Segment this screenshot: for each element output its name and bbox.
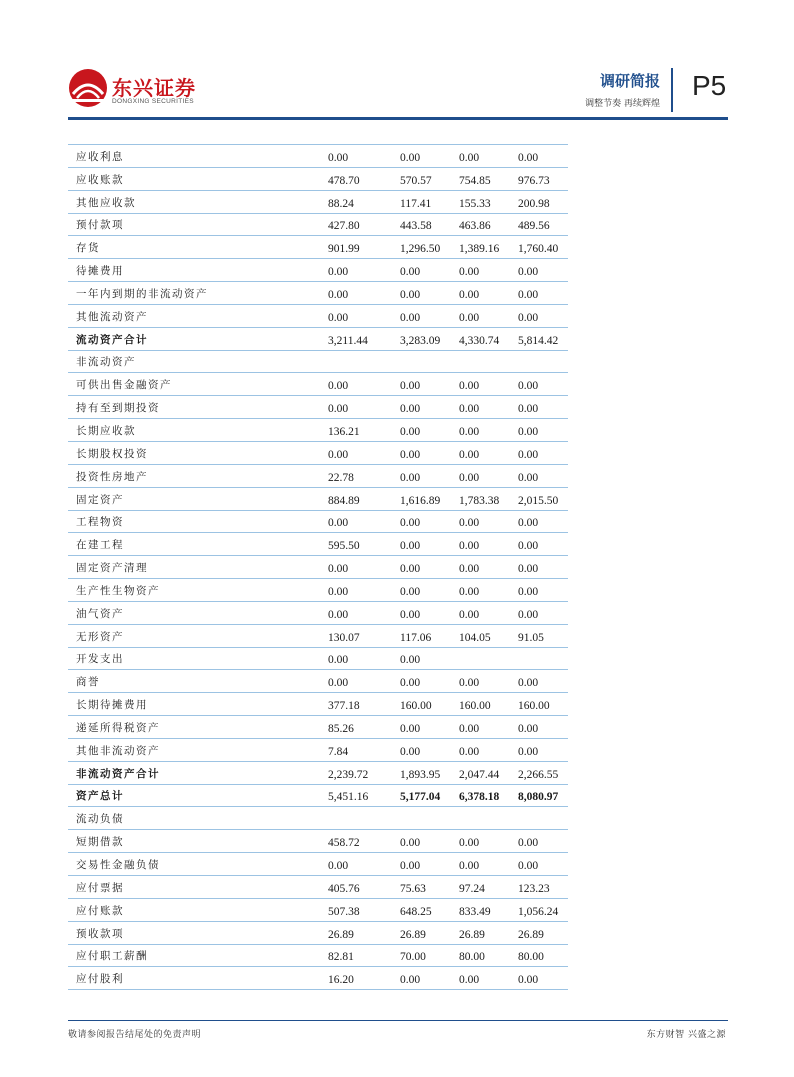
row-value: 427.80 <box>328 213 400 236</box>
row-label: 油气资产 <box>68 601 328 624</box>
row-value: 26.89 <box>518 921 568 944</box>
row-value: 0.00 <box>400 853 459 876</box>
row-value <box>328 807 400 830</box>
table-row <box>68 213 568 236</box>
table-row <box>68 396 568 419</box>
row-value: 200.98 <box>518 190 568 213</box>
row-value: 0.00 <box>400 373 459 396</box>
row-label: 可供出售金融资产 <box>68 373 328 396</box>
row-value: 0.00 <box>400 145 459 168</box>
row-value: 80.00 <box>459 944 518 967</box>
row-value: 130.07 <box>328 624 400 647</box>
row-value: 88.24 <box>328 190 400 213</box>
table-row <box>68 487 568 510</box>
row-value: 155.33 <box>459 190 518 213</box>
report-type: 调研简报 <box>599 72 660 90</box>
table-row <box>68 556 568 579</box>
row-value: 0.00 <box>459 510 518 533</box>
row-value: 0.00 <box>459 419 518 442</box>
table-row <box>68 716 568 739</box>
table-row <box>68 898 568 921</box>
table-row <box>68 807 568 830</box>
table-row <box>68 670 568 693</box>
row-value: 117.06 <box>400 624 459 647</box>
row-value: 0.00 <box>518 830 568 853</box>
row-label: 应付票据 <box>68 876 328 899</box>
row-label: 存货 <box>68 236 328 259</box>
row-label: 长期股权投资 <box>68 441 328 464</box>
row-label: 流动负债 <box>68 807 328 830</box>
row-value: 0.00 <box>328 396 400 419</box>
table-row <box>68 236 568 259</box>
row-value: 0.00 <box>328 373 400 396</box>
row-value: 123.23 <box>518 876 568 899</box>
row-value: 2,047.44 <box>459 761 518 784</box>
row-value: 0.00 <box>518 441 568 464</box>
row-label: 资产总计 <box>68 784 328 807</box>
row-value: 97.24 <box>459 876 518 899</box>
row-value: 70.00 <box>400 944 459 967</box>
row-value: 0.00 <box>328 259 400 282</box>
row-value: 0.00 <box>400 830 459 853</box>
row-value: 0.00 <box>459 830 518 853</box>
table-row <box>68 350 568 373</box>
row-label: 非流动资产合计 <box>68 761 328 784</box>
row-value: 0.00 <box>459 533 518 556</box>
row-label: 应付职工薪酬 <box>68 944 328 967</box>
row-value: 0.00 <box>400 601 459 624</box>
table-row <box>68 327 568 350</box>
row-value: 117.41 <box>400 190 459 213</box>
table-row <box>68 876 568 899</box>
row-value <box>328 350 400 373</box>
row-value: 0.00 <box>400 464 459 487</box>
row-value: 6,378.18 <box>459 784 518 807</box>
logo-mark-icon <box>68 68 108 108</box>
table-row <box>68 944 568 967</box>
row-value: 2,266.55 <box>518 761 568 784</box>
row-value: 0.00 <box>459 304 518 327</box>
row-value: 0.00 <box>518 967 568 990</box>
table-row <box>68 167 568 190</box>
row-value: 0.00 <box>328 145 400 168</box>
table-row <box>68 647 568 670</box>
row-value: 0.00 <box>459 967 518 990</box>
row-value: 0.00 <box>400 282 459 305</box>
table-row <box>68 373 568 396</box>
row-value: 0.00 <box>518 373 568 396</box>
row-value: 82.81 <box>328 944 400 967</box>
row-value: 0.00 <box>518 556 568 579</box>
logo-name: 东兴证券 <box>112 76 196 100</box>
row-value: 0.00 <box>518 853 568 876</box>
row-value: 0.00 <box>400 670 459 693</box>
row-value: 0.00 <box>328 282 400 305</box>
row-value: 160.00 <box>400 693 459 716</box>
row-value: 0.00 <box>400 716 459 739</box>
table-row <box>68 693 568 716</box>
row-value: 0.00 <box>459 670 518 693</box>
row-label: 工程物资 <box>68 510 328 533</box>
row-value: 648.25 <box>400 898 459 921</box>
row-label: 短期借款 <box>68 830 328 853</box>
row-value: 0.00 <box>518 510 568 533</box>
table-row <box>68 784 568 807</box>
row-value: 507.38 <box>328 898 400 921</box>
table-row <box>68 145 568 168</box>
row-value: 16.20 <box>328 967 400 990</box>
row-value: 0.00 <box>400 441 459 464</box>
row-label: 递延所得税资产 <box>68 716 328 739</box>
table-row <box>68 510 568 533</box>
row-value: 5,177.04 <box>400 784 459 807</box>
row-value <box>518 807 568 830</box>
table-row <box>68 419 568 442</box>
row-value: 0.00 <box>400 738 459 761</box>
row-value: 0.00 <box>459 738 518 761</box>
row-value: 0.00 <box>518 419 568 442</box>
row-label: 商誉 <box>68 670 328 693</box>
row-label: 投资性房地产 <box>68 464 328 487</box>
header-rule <box>68 117 728 120</box>
row-value: 5,814.42 <box>518 327 568 350</box>
row-value: 0.00 <box>328 304 400 327</box>
row-value: 0.00 <box>518 145 568 168</box>
row-label: 预付款项 <box>68 213 328 236</box>
row-value: 463.86 <box>459 213 518 236</box>
table-row <box>68 830 568 853</box>
row-label: 固定资产 <box>68 487 328 510</box>
row-value: 26.89 <box>400 921 459 944</box>
row-value: 136.21 <box>328 419 400 442</box>
row-value: 80.00 <box>518 944 568 967</box>
row-value: 0.00 <box>518 670 568 693</box>
row-label: 预收款项 <box>68 921 328 944</box>
table-row <box>68 259 568 282</box>
row-label: 在建工程 <box>68 533 328 556</box>
row-value: 0.00 <box>459 373 518 396</box>
row-label: 其他应收款 <box>68 190 328 213</box>
table-row <box>68 579 568 602</box>
balance-sheet-table <box>68 144 568 990</box>
row-label: 交易性金融负债 <box>68 853 328 876</box>
row-value: 0.00 <box>459 396 518 419</box>
row-label: 其他流动资产 <box>68 304 328 327</box>
row-label: 流动资产合计 <box>68 327 328 350</box>
row-value: 2,239.72 <box>328 761 400 784</box>
row-value: 1,760.40 <box>518 236 568 259</box>
row-label: 应付股利 <box>68 967 328 990</box>
row-value: 1,893.95 <box>400 761 459 784</box>
row-value: 7.84 <box>328 738 400 761</box>
row-value: 0.00 <box>459 601 518 624</box>
row-label: 开发支出 <box>68 647 328 670</box>
table-row <box>68 304 568 327</box>
table-row <box>68 761 568 784</box>
row-value: 104.05 <box>459 624 518 647</box>
row-value: 160.00 <box>459 693 518 716</box>
row-value: 458.72 <box>328 830 400 853</box>
row-value: 4,330.74 <box>459 327 518 350</box>
row-value: 478.70 <box>328 167 400 190</box>
row-label: 待摊费用 <box>68 259 328 282</box>
footer-disclaimer: 敬请参阅报告结尾处的免责声明 <box>68 1030 202 1040</box>
row-value: 0.00 <box>459 579 518 602</box>
table-row <box>68 967 568 990</box>
table-row <box>68 853 568 876</box>
row-label: 无形资产 <box>68 624 328 647</box>
row-value: 26.89 <box>328 921 400 944</box>
table-row <box>68 533 568 556</box>
row-value: 1,616.89 <box>400 487 459 510</box>
row-value: 0.00 <box>328 670 400 693</box>
row-label: 一年内到期的非流动资产 <box>68 282 328 305</box>
row-value: 0.00 <box>328 601 400 624</box>
row-value: 8,080.97 <box>518 784 568 807</box>
row-value: 3,211.44 <box>328 327 400 350</box>
row-value: 0.00 <box>459 441 518 464</box>
row-label: 生产性生物资产 <box>68 579 328 602</box>
row-value: 0.00 <box>328 556 400 579</box>
row-value: 0.00 <box>328 510 400 533</box>
row-value: 0.00 <box>400 967 459 990</box>
table-row <box>68 282 568 305</box>
row-value: 0.00 <box>518 464 568 487</box>
row-label: 长期应收款 <box>68 419 328 442</box>
row-value <box>459 807 518 830</box>
row-value: 1,389.16 <box>459 236 518 259</box>
page-header <box>0 0 794 122</box>
row-value: 160.00 <box>518 693 568 716</box>
row-value: 0.00 <box>459 145 518 168</box>
row-value: 26.89 <box>459 921 518 944</box>
row-value: 570.57 <box>400 167 459 190</box>
table-row <box>68 624 568 647</box>
row-value: 884.89 <box>328 487 400 510</box>
header-divider <box>671 68 673 112</box>
row-value: 0.00 <box>400 396 459 419</box>
row-value: 0.00 <box>400 259 459 282</box>
company-logo <box>68 68 196 108</box>
row-value: 3,283.09 <box>400 327 459 350</box>
row-value: 0.00 <box>459 556 518 579</box>
row-value <box>518 350 568 373</box>
row-value: 0.00 <box>518 738 568 761</box>
row-value: 489.56 <box>518 213 568 236</box>
row-value: 1,296.50 <box>400 236 459 259</box>
row-label: 应收账款 <box>68 167 328 190</box>
row-label: 固定资产清理 <box>68 556 328 579</box>
row-value: 1,783.38 <box>459 487 518 510</box>
row-value: 0.00 <box>400 647 459 670</box>
row-value: 0.00 <box>459 282 518 305</box>
row-value <box>518 647 568 670</box>
table-row <box>68 738 568 761</box>
row-value: 0.00 <box>400 419 459 442</box>
row-value: 0.00 <box>459 464 518 487</box>
row-value: 976.73 <box>518 167 568 190</box>
table-row <box>68 441 568 464</box>
row-label: 非流动资产 <box>68 350 328 373</box>
table-row <box>68 190 568 213</box>
logo-subtitle: DONGXING SECURITIES <box>112 98 194 105</box>
table-row <box>68 464 568 487</box>
row-value: 405.76 <box>328 876 400 899</box>
row-value: 0.00 <box>328 441 400 464</box>
row-label: 应收利息 <box>68 145 328 168</box>
row-value: 833.49 <box>459 898 518 921</box>
row-value <box>459 350 518 373</box>
row-value: 85.26 <box>328 716 400 739</box>
row-value: 901.99 <box>328 236 400 259</box>
row-value: 0.00 <box>518 282 568 305</box>
row-value: 0.00 <box>459 716 518 739</box>
row-value: 0.00 <box>518 579 568 602</box>
table-row <box>68 921 568 944</box>
footer-slogan: 东方财智 兴盛之源 <box>646 1030 726 1040</box>
row-value: 0.00 <box>328 647 400 670</box>
row-value: 0.00 <box>400 304 459 327</box>
row-value: 0.00 <box>400 556 459 579</box>
balance-sheet-body <box>68 145 568 990</box>
row-value: 377.18 <box>328 693 400 716</box>
row-value: 595.50 <box>328 533 400 556</box>
row-label: 持有至到期投资 <box>68 396 328 419</box>
row-value: 0.00 <box>518 304 568 327</box>
row-value: 0.00 <box>459 259 518 282</box>
row-value <box>400 350 459 373</box>
row-value: 22.78 <box>328 464 400 487</box>
row-value: 0.00 <box>400 579 459 602</box>
row-value: 754.85 <box>459 167 518 190</box>
row-value: 0.00 <box>518 716 568 739</box>
row-value: 0.00 <box>518 396 568 419</box>
row-value: 0.00 <box>518 533 568 556</box>
row-value: 0.00 <box>400 533 459 556</box>
row-value: 0.00 <box>400 510 459 533</box>
footer-rule <box>68 1020 728 1021</box>
row-label: 长期待摊费用 <box>68 693 328 716</box>
row-value: 91.05 <box>518 624 568 647</box>
row-value: 443.58 <box>400 213 459 236</box>
row-label: 应付账款 <box>68 898 328 921</box>
row-value: 1,056.24 <box>518 898 568 921</box>
row-value: 0.00 <box>459 853 518 876</box>
table-row <box>68 601 568 624</box>
page-number: P5 <box>692 70 727 101</box>
row-value: 0.00 <box>328 853 400 876</box>
report-slogan: 调整节奏 再续辉煌 <box>585 99 660 109</box>
row-value: 0.00 <box>518 601 568 624</box>
row-value: 0.00 <box>328 579 400 602</box>
row-value: 2,015.50 <box>518 487 568 510</box>
row-value: 5,451.16 <box>328 784 400 807</box>
row-value <box>459 647 518 670</box>
row-label: 其他非流动资产 <box>68 738 328 761</box>
row-value <box>400 807 459 830</box>
row-value: 0.00 <box>518 259 568 282</box>
row-value: 75.63 <box>400 876 459 899</box>
